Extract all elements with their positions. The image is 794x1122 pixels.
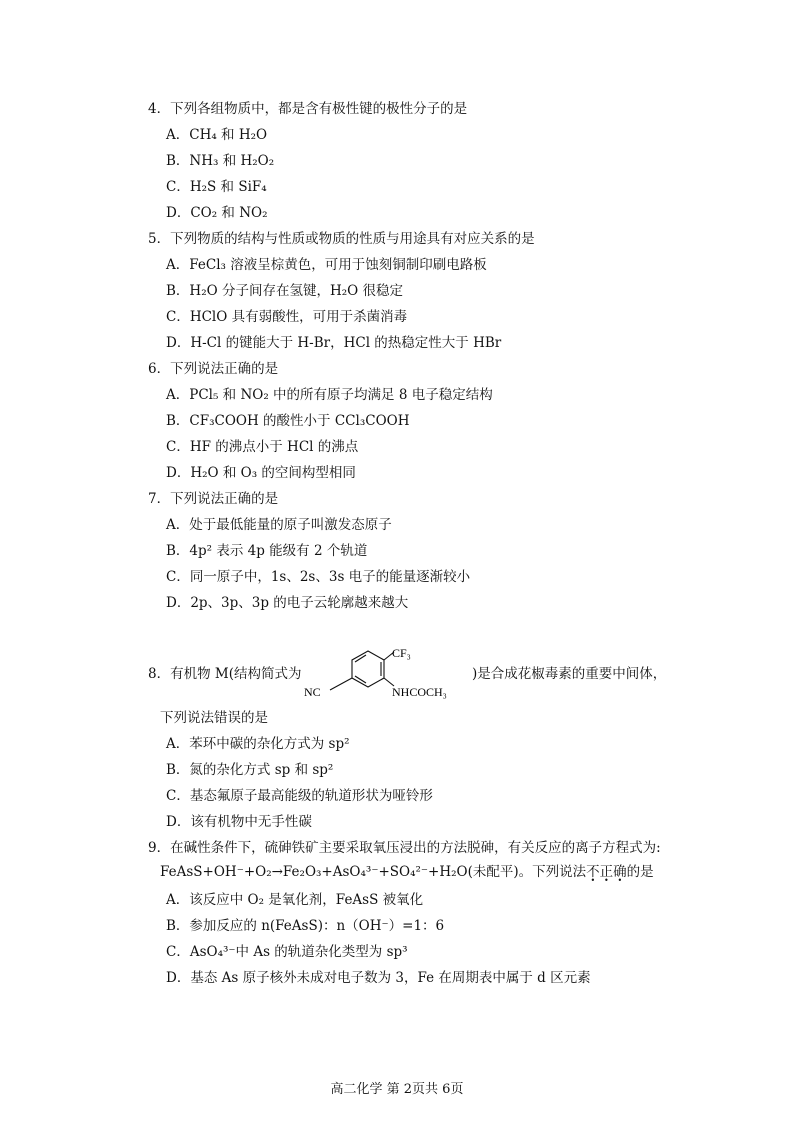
- compound-m-structure: [300, 641, 470, 703]
- question-5-stem: 5．下列物质的结构与性质或物质的性质与用途具有对应关系的是: [148, 231, 535, 247]
- question-8-option-c: C．基态氟原子最高能级的轨道形状为哑铃形: [166, 788, 433, 804]
- question-4-option-d: D．CO₂ 和 NO₂: [166, 205, 268, 221]
- question-7-option-b: B．4p² 表示 4p 能级有 2 个轨道: [166, 543, 368, 559]
- question-6-option-c: C．HF 的沸点小于 HCl 的沸点: [166, 439, 359, 455]
- emphasis-char-2: 正: [599, 864, 614, 880]
- question-5-option-b: B．H₂O 分子间存在氢键，H₂O 很稳定: [166, 283, 404, 299]
- amide-label: NHCOCH₃: [392, 685, 447, 699]
- equation-suffix: 的是: [626, 864, 654, 880]
- question-6-option-d: D．H₂O 和 O₃ 的空间构型相同: [166, 465, 356, 481]
- cn-label: NC: [304, 685, 321, 699]
- question-5-option-d: D．H-Cl 的键能大于 H-Br，HCl 的热稳定性大于 HBr: [166, 335, 502, 351]
- question-5-option-a: A．FeCl₃ 溶液呈棕黄色，可用于蚀刻铜制印刷电路板: [166, 257, 487, 273]
- question-5-option-c: C．HClO 具有弱酸性，可用于杀菌消毒: [166, 309, 408, 325]
- cf3-label: CF₃: [392, 646, 411, 660]
- question-9-option-c: C．AsO₄³⁻中 As 的轨道杂化类型为 sp³: [166, 944, 408, 960]
- question-6-option-a: A．PCl₅ 和 NO₂ 中的所有原子均满足 8 电子稳定结构: [166, 387, 493, 403]
- benzene-ring: [330, 651, 394, 690]
- question-6-stem: 6．下列说法正确的是: [148, 361, 279, 377]
- question-9-option-a: A．该反应中 O₂ 是氧化剂，FeAsS 被氧化: [166, 892, 424, 908]
- question-7-option-a: A．处于最低能量的原子叫激发态原子: [166, 517, 392, 533]
- equation-text: FeAsS+OH⁻+O₂→Fe₂O₃+AsO₄³⁻+SO₄²⁻+H₂O(未配平)。下列说法: [160, 864, 587, 880]
- question-8-option-a: A．苯环中碳的杂化方式为 sp²: [166, 736, 350, 752]
- page-footer: 高二化学 第 2页共 6页: [330, 1082, 464, 1097]
- question-9-option-b: B．参加反应的 n(FeAsS)：n（OH⁻）=1：6: [166, 918, 445, 934]
- question-7-option-c: C．同一原子中，1s、2s、3s 电子的能量逐渐较小: [166, 569, 471, 585]
- question-9-option-d: D．基态 As 原子核外未成对电子数为 3，Fe 在周期表中属于 d 区元素: [166, 970, 591, 986]
- question-4-stem: 4．下列各组物质中，都是含有极性键的极性分子的是: [148, 101, 468, 117]
- question-8-option-b: B．氮的杂化方式 sp 和 sp²: [166, 762, 334, 778]
- question-6-option-b: B．CF₃COOH 的酸性小于 CCl₃COOH: [166, 413, 410, 429]
- cn-bond: [330, 678, 352, 690]
- question-8-stem-end: )是合成花椒毒素的重要中间体，: [472, 666, 667, 682]
- question-7-option-d: D．2p、3p、3p 的电子云轮廓越来越大: [166, 595, 409, 611]
- question-8-stem-line2: 下列说法错误的是: [160, 710, 268, 726]
- question-9-equation: [160, 863, 654, 881]
- question-8-option-d: D．该有机物中无手性碳: [166, 814, 312, 830]
- emphasis-char-3: 确: [613, 864, 627, 880]
- question-9-stem: 9．在碱性条件下，硫砷铁矿主要采取氧压浸出的方法脱砷，有关反应的离子方程式为:: [148, 840, 661, 856]
- question-4-option-a: A．CH₄ 和 H₂O: [166, 127, 268, 143]
- question-4-option-c: C．H₂S 和 SiF₄: [166, 179, 267, 195]
- emphasis-char-1: 不: [586, 864, 600, 880]
- question-8-stem-start: 8．有机物 M(结构简式为: [148, 666, 302, 682]
- question-4-option-b: B．NH₃ 和 H₂O₂: [166, 153, 275, 169]
- question-7-stem: 7．下列说法正确的是: [148, 491, 279, 507]
